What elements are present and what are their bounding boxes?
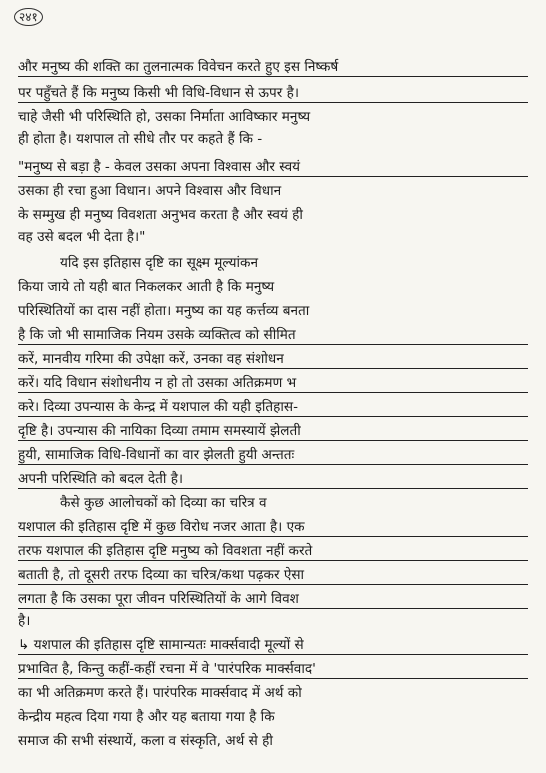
text-line: के सम्मुख ही मनुष्य विवशता अनुभव करता है और स्वयं ही (18, 207, 303, 223)
text-line: लगता है कि उसका पूरा जीवन परिस्थितियों के आगे विवश (18, 590, 528, 609)
text-line: चाहे जैसी भी परिस्थिति हो, उसका निर्माता आविष्कार मनुष्य (18, 109, 311, 125)
text-line: करे। दिव्या उपन्यास के केन्द्र में यशपाल की यही इतिहास- (18, 398, 528, 417)
text-line: बताती है, तो दूसरी तरफ दिव्या का चरित्र/कथा पढ़कर ऐसा (18, 566, 528, 585)
text-line: करें, मानवीय गरिमा की उपेक्षा करें, उनका वह संशोधन (18, 350, 528, 369)
text-line: समाज की सभी संस्थायें, कला व संस्कृति, अर्थ से ही (18, 733, 273, 749)
text-line: यशपाल की इतिहास दृष्टि में कुछ विरोध नजर आता है। एक (18, 518, 528, 537)
text-line: कैसे कुछ आलोचकों को दिव्या का चरित्र व (60, 495, 267, 511)
text-line: अपनी परिस्थिति को बदल देती है। (18, 470, 528, 489)
text-line: करें। यदि विधान संशोधनीय न हो तो उसका अतिक्रमण भ (18, 374, 528, 393)
text-line: किया जाये तो यही बात निकलकर आती है कि मनुष्य (18, 279, 275, 295)
text-line: का भी अतिक्रमण करते हैं। पारंपरिक मार्क्सवाद में अर्थ को (18, 685, 302, 701)
text-line: वह उसे बदल भी देता है।" (18, 229, 146, 245)
text-line: दृष्टि है। उपन्यास की नायिका दिव्या तमाम समस्यायें झेलती (18, 422, 528, 441)
text-line: तरफ यशपाल की इतिहास दृष्टि मनुष्य को विवशता नहीं करते (18, 542, 528, 561)
text-line: है कि जो भी सामाजिक नियम उसके व्यक्तित्व को सीमित (18, 326, 528, 345)
text-line: हुयी, सामाजिक विधि-विधानों का वार झेलती हुयी अन्ततः (18, 446, 528, 465)
text-line: ↳ यशपाल की इतिहास दृष्टि सामान्यतः मार्क्सवादी मूल्यों से (18, 636, 528, 655)
text-line: प्रभावित है, किन्तु कहीं-कहीं रचना में वे 'पारंपरिक मार्क्सवाद' (18, 660, 528, 679)
text-line: पर पहुँचते हैं कि मनुष्य किसी भी विधि-विधान से ऊपर है। (18, 84, 528, 103)
text-line: परिस्थितियों का दास नहीं होता। मनुष्य का यह कर्त्तव्य बनता (18, 303, 310, 319)
text-line: और मनुष्य की शक्ति का तुलनात्मक विवेचन करते हुए इस निष्कर्ष (18, 58, 528, 77)
text-line: ही होता है। यशपाल तो सीधे तौर पर कहते हैं कि - (18, 131, 263, 147)
text-line: उसका ही रचा हुआ विधान। अपने विश्वास और विधान (18, 183, 282, 199)
page-number: २४१ (14, 8, 43, 26)
text-line: है। (18, 613, 31, 629)
text-line: "मनुष्य से बड़ा है - केवल उसका अपना विश्वास और स्वयं (18, 158, 528, 177)
text-line: केन्द्रीय महत्व दिया गया है और यह बताया गया है कि (18, 709, 275, 725)
text-line: यदि इस इतिहास दृष्टि का सूक्ष्म मूल्यांकन (60, 255, 259, 271)
